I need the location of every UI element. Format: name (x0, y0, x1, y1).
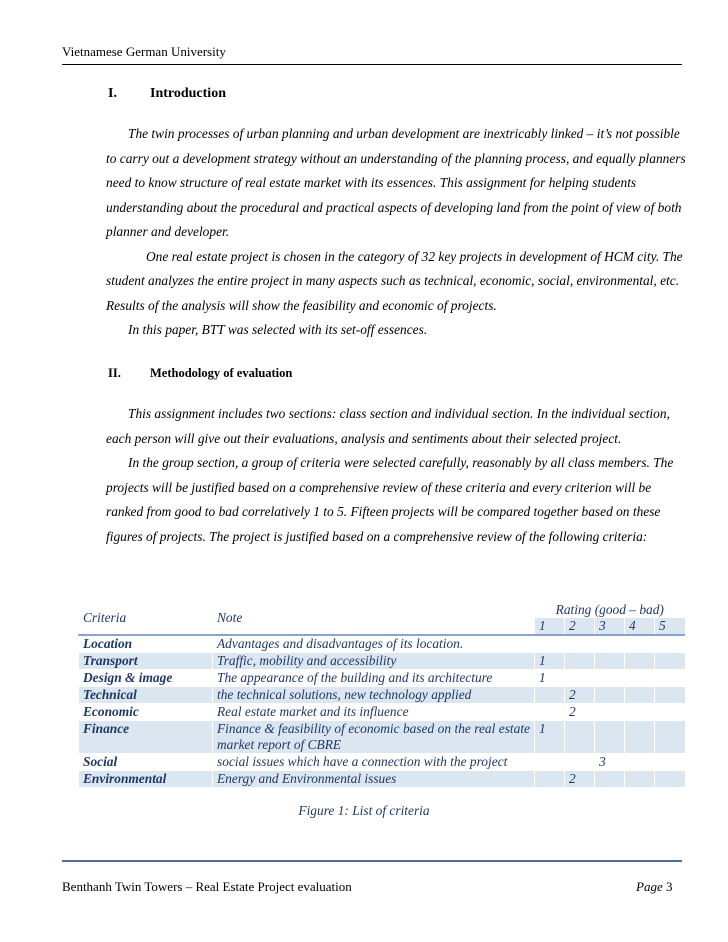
note-cell: Finance & feasibility of economic based on the real estate market report of CBRE (213, 721, 535, 754)
rating-cell-4 (625, 771, 655, 788)
table-row (79, 670, 685, 687)
page-label: Page (636, 879, 663, 894)
intro-paragraph-2: One real estate project is chosen in the category of 32 key projects in development of HCM city. The student analyzes the entire project in many aspects such as technical, economic, social, environmental, etc. Results of the analysis will show the feasibility and economic of projects. (106, 248, 683, 313)
header-rating: Rating (good – bad) (535, 602, 685, 618)
header-title: Vietnamese German University (62, 44, 226, 59)
rating-cell-4 (625, 721, 655, 754)
table-row (79, 704, 685, 721)
rating-cell-4 (625, 653, 655, 670)
note-cell: social issues which have a connection with the project (213, 754, 535, 771)
note-cell: Advantages and disadvantages of its location. (213, 635, 535, 653)
rating-cell-1 (535, 704, 565, 721)
rating-level-3: 3 (595, 618, 625, 635)
criteria-cell: Technical (79, 687, 213, 704)
rating-cell-5 (655, 687, 685, 704)
section-title: Methodology of evaluation (150, 366, 293, 380)
rating-cell-4 (625, 754, 655, 771)
criteria-cell: Transport (79, 653, 213, 670)
rating-cell-3 (595, 704, 625, 721)
rating-cell-2: 2 (565, 704, 595, 721)
rating-cell-2 (565, 754, 595, 771)
footer-title: Benthanh Twin Towers – Real Estate Project evaluation (62, 879, 352, 894)
section-title: Introduction (150, 86, 226, 101)
rating-cell-2 (565, 670, 595, 687)
note-cell: The appearance of the building and its architecture (213, 670, 535, 687)
header-criteria: Criteria (79, 602, 213, 635)
note-cell: Real estate market and its influence (213, 704, 535, 721)
method-paragraph-2: In the group section, a group of criteria were selected carefully, reasonably by all class members. The projects will be justified based on a comprehensive review of these criteria and every criterion will be ranked from good to bad correlatively 1 to 5. Fifteen projects will be compared together based on these figures of projects. The project is justified based on a comprehensive review of the following criteria: (106, 455, 674, 544)
rating-cell-2 (565, 653, 595, 670)
rating-cell-5 (655, 670, 685, 687)
rating-cell-1: 1 (535, 653, 565, 670)
rating-level-4: 4 (625, 618, 655, 635)
criteria-cell: Location (79, 635, 213, 653)
rating-cell-4 (625, 687, 655, 704)
section-heading-introduction (108, 86, 226, 102)
rating-cell-2: 2 (565, 771, 595, 788)
table-row (79, 771, 685, 788)
criteria-table-body (79, 635, 685, 788)
criteria-cell: Economic (79, 704, 213, 721)
intro-paragraph-3: In this paper, BTT was selected with its set-off essences. (128, 322, 428, 337)
criteria-cell: Social (79, 754, 213, 771)
criteria-cell: Finance (79, 721, 213, 754)
rating-cell-1 (535, 687, 565, 704)
rating-cell-3 (595, 635, 625, 653)
rating-cell-3 (595, 771, 625, 788)
rating-cell-5 (655, 721, 685, 754)
criteria-cell: Design & image (79, 670, 213, 687)
rating-cell-1: 1 (535, 670, 565, 687)
rating-level-5: 5 (655, 618, 685, 635)
rating-cell-1 (535, 771, 565, 788)
introduction-body (106, 122, 686, 343)
footer-rule (62, 860, 682, 862)
methodology-body (106, 402, 686, 549)
rating-cell-4 (625, 670, 655, 687)
header-note: Note (213, 602, 535, 635)
table-row (79, 754, 685, 771)
rating-cell-3 (595, 721, 625, 754)
page-number-value: 3 (665, 879, 673, 894)
figure-caption: Figure 1: List of criteria (298, 803, 430, 818)
rating-cell-1: 1 (535, 721, 565, 754)
rating-cell-5 (655, 653, 685, 670)
rating-cell-2: 2 (565, 687, 595, 704)
rating-cell-5 (655, 704, 685, 721)
rating-level-1: 1 (535, 618, 565, 635)
rating-cell-4 (625, 635, 655, 653)
rating-cell-2 (565, 635, 595, 653)
section-number: I. (108, 86, 117, 101)
rating-cell-3 (595, 687, 625, 704)
note-cell: Traffic, mobility and accessibility (213, 653, 535, 670)
rating-cell-3 (595, 670, 625, 687)
section-number: II. (108, 366, 121, 380)
rating-cell-4 (625, 704, 655, 721)
table-row (79, 653, 685, 670)
rating-cell-5 (655, 754, 685, 771)
page-number (636, 879, 672, 895)
rating-cell-2 (565, 721, 595, 754)
note-cell: Energy and Environmental issues (213, 771, 535, 788)
table-header-row (79, 602, 685, 618)
rating-cell-5 (655, 635, 685, 653)
intro-paragraph-1: The twin processes of urban planning and urban development are inextricably linked – it’s not possible to carry out a development strategy without an understanding of the planning process, and equally planners need to know structure of real estate market with its essences. This assignment for helping students understanding about the procedural and practical aspects of developing land from the point of view of both planner and developer. (106, 126, 686, 239)
table-row (79, 687, 685, 704)
header-rule (62, 64, 682, 65)
rating-cell-1 (535, 754, 565, 771)
note-cell: the technical solutions, new technology applied (213, 687, 535, 704)
table-row (79, 721, 685, 754)
rating-cell-3 (595, 653, 625, 670)
criteria-cell: Environmental (79, 771, 213, 788)
rating-cell-1 (535, 635, 565, 653)
method-paragraph-1: This assignment includes two sections: class section and individual section. In the individual section, each person will give out their evaluations, analysis and sentiments about their selected project. (106, 406, 670, 446)
rating-level-2: 2 (565, 618, 595, 635)
rating-cell-3: 3 (595, 754, 625, 771)
table-row (79, 635, 685, 653)
section-heading-methodology (108, 366, 292, 381)
criteria-table (78, 602, 685, 788)
rating-cell-5 (655, 771, 685, 788)
